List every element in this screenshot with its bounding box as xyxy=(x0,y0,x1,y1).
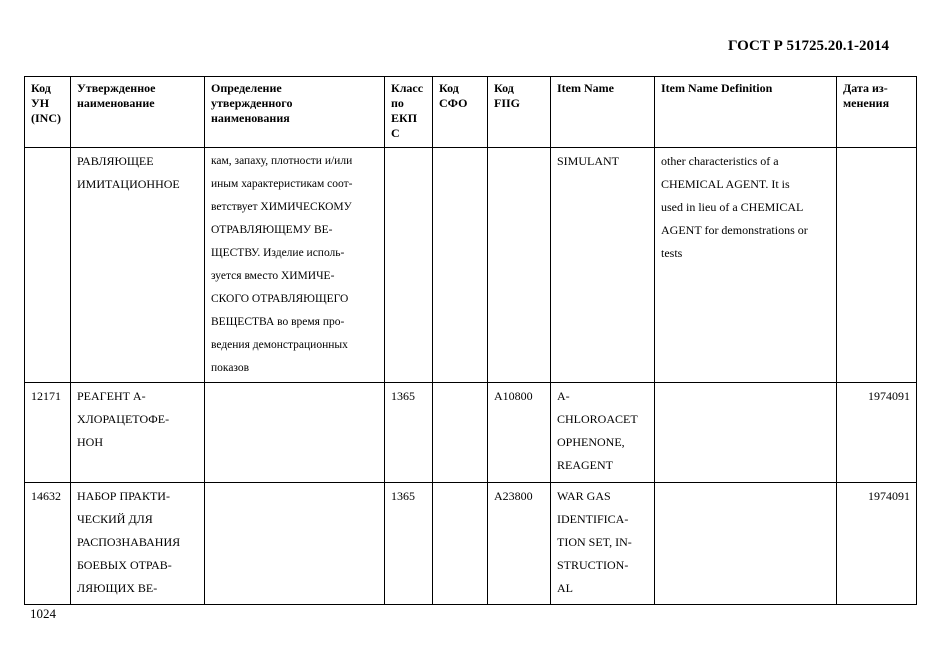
table-row xyxy=(25,148,917,383)
header-row xyxy=(25,77,917,148)
header-change-date xyxy=(837,77,917,148)
cell-line: НАБОР ПРАКТИ- xyxy=(77,489,170,503)
header-line: менения xyxy=(843,96,890,110)
cell-line: ОТРАВЛЯЮЩЕМУ ВЕ- xyxy=(211,224,333,236)
header-line: Item Name Definition xyxy=(661,81,773,95)
cell-line: IDENTIFICA- xyxy=(557,512,629,526)
header-line: утвержденного xyxy=(211,96,293,110)
cell-item-name xyxy=(551,148,655,383)
cell-line: РАВЛЯЮЩЕЕ xyxy=(77,154,154,168)
cell-line: AGENT for demonstrations or xyxy=(661,223,808,237)
header-line: ЕКП xyxy=(391,111,418,125)
cell-inc xyxy=(25,148,71,383)
cell-line: РАСПОЗНАВАНИЯ xyxy=(77,535,181,549)
cell-change-date xyxy=(837,383,917,483)
cell-inc xyxy=(25,483,71,605)
cell-line: иным характеристикам соот- xyxy=(211,178,353,190)
cell-line: A23800 xyxy=(494,489,533,503)
table-row xyxy=(25,483,917,605)
standard-title: ГОСТ Р 51725.20.1-2014 xyxy=(727,38,889,54)
header-sfo xyxy=(433,77,488,148)
cell-line: TION SET, IN- xyxy=(557,535,632,549)
cell-line: 1365 xyxy=(391,489,415,503)
cell-line: 1974091 xyxy=(868,489,910,503)
cell-line: ВЕЩЕСТВА во время про- xyxy=(211,316,345,328)
cell-fiig xyxy=(488,483,551,605)
cell-definition xyxy=(205,383,385,483)
header-name xyxy=(71,77,205,148)
page-number: 1024 xyxy=(30,606,56,621)
cell-inc xyxy=(25,383,71,483)
header-inc xyxy=(25,77,71,148)
cell-line: кам, запаху, плотности и/или xyxy=(211,155,353,167)
cell-line: tests xyxy=(661,246,683,260)
cell-line: A- xyxy=(557,389,570,403)
cell-line: SIMULANT xyxy=(557,154,619,168)
cell-line: ИМИТАЦИОННОЕ xyxy=(77,177,180,191)
header-line: Код xyxy=(439,81,459,95)
cell-line: WAR GAS xyxy=(557,489,611,503)
cell-class xyxy=(385,483,433,605)
cell-definition xyxy=(205,483,385,605)
cell-line: REAGENT xyxy=(557,458,613,472)
cell-item-definition xyxy=(655,148,837,383)
header-line: УН xyxy=(31,96,50,110)
header-line: СФО xyxy=(439,96,468,110)
cell-line: A10800 xyxy=(494,389,533,403)
cell-item-name xyxy=(551,383,655,483)
header-item-name xyxy=(551,77,655,148)
cell-line: 12171 xyxy=(31,389,61,403)
cell-line: CHLOROACET xyxy=(557,412,638,426)
cell-change-date xyxy=(837,148,917,383)
cell-line: ведения демонстрационных xyxy=(211,339,348,351)
cell-name xyxy=(71,483,205,605)
cell-line: 14632 xyxy=(31,489,61,503)
cell-line: БОЕВЫХ ОТРАВ- xyxy=(77,558,172,572)
cell-line: ЩЕСТВУ. Изделие исполь- xyxy=(211,247,345,259)
cell-change-date xyxy=(837,483,917,605)
header-line: по xyxy=(391,96,404,110)
header-line: С xyxy=(391,126,400,140)
cell-name xyxy=(71,148,205,383)
cell-line: CHEMICAL AGENT. It is xyxy=(661,177,790,191)
cell-line: ветствует ХИМИЧЕСКОМУ xyxy=(211,201,352,213)
cell-name xyxy=(71,383,205,483)
cell-sfo xyxy=(433,383,488,483)
header-line: FIIG xyxy=(494,96,521,110)
cell-line: ЧЕСКИЙ ДЛЯ xyxy=(77,512,153,526)
cell-sfo xyxy=(433,148,488,383)
cell-fiig xyxy=(488,148,551,383)
cell-line: РЕАГЕНТ А- xyxy=(77,389,146,403)
cell-line: STRUCTION- xyxy=(557,558,629,572)
cell-line: AL xyxy=(557,581,573,595)
header-line: Утвержденное xyxy=(77,81,156,95)
nomenclature-table xyxy=(24,76,917,605)
cell-item-definition xyxy=(655,383,837,483)
cell-line: OPHENONE, xyxy=(557,435,625,449)
cell-item-name xyxy=(551,483,655,605)
cell-class xyxy=(385,148,433,383)
header-line: Код xyxy=(31,81,51,95)
cell-line: 1974091 xyxy=(868,389,910,403)
cell-definition xyxy=(205,148,385,383)
cell-line: СКОГО ОТРАВЛЯЮЩЕГО xyxy=(211,293,349,305)
cell-line: used in lieu of a CHEMICAL xyxy=(661,200,804,214)
header-definition xyxy=(205,77,385,148)
header-line: наименование xyxy=(77,96,155,110)
cell-fiig xyxy=(488,383,551,483)
cell-class xyxy=(385,383,433,483)
cell-line: НОН xyxy=(77,435,103,449)
header-line: Код xyxy=(494,81,514,95)
header-class xyxy=(385,77,433,148)
cell-item-definition xyxy=(655,483,837,605)
cell-sfo xyxy=(433,483,488,605)
header-fiig xyxy=(488,77,551,148)
header-line: Определение xyxy=(211,81,282,95)
cell-line: показов xyxy=(211,362,250,374)
header-line: Item Name xyxy=(557,81,614,95)
header-line: (INC) xyxy=(31,111,61,125)
cell-line: other characteristics of a xyxy=(661,154,779,168)
header-line: Класс xyxy=(391,81,424,95)
cell-line: ЛЯЮЩИХ ВЕ- xyxy=(77,581,158,595)
cell-line: 1365 xyxy=(391,389,415,403)
cell-line: ХЛОРАЦЕТОФЕ- xyxy=(77,412,170,426)
header-item-definition xyxy=(655,77,837,148)
header-line: наименования xyxy=(211,111,290,125)
table-row xyxy=(25,383,917,483)
header-line: Дата из- xyxy=(843,81,888,95)
cell-line: зуется вместо ХИМИЧЕ- xyxy=(211,270,335,282)
